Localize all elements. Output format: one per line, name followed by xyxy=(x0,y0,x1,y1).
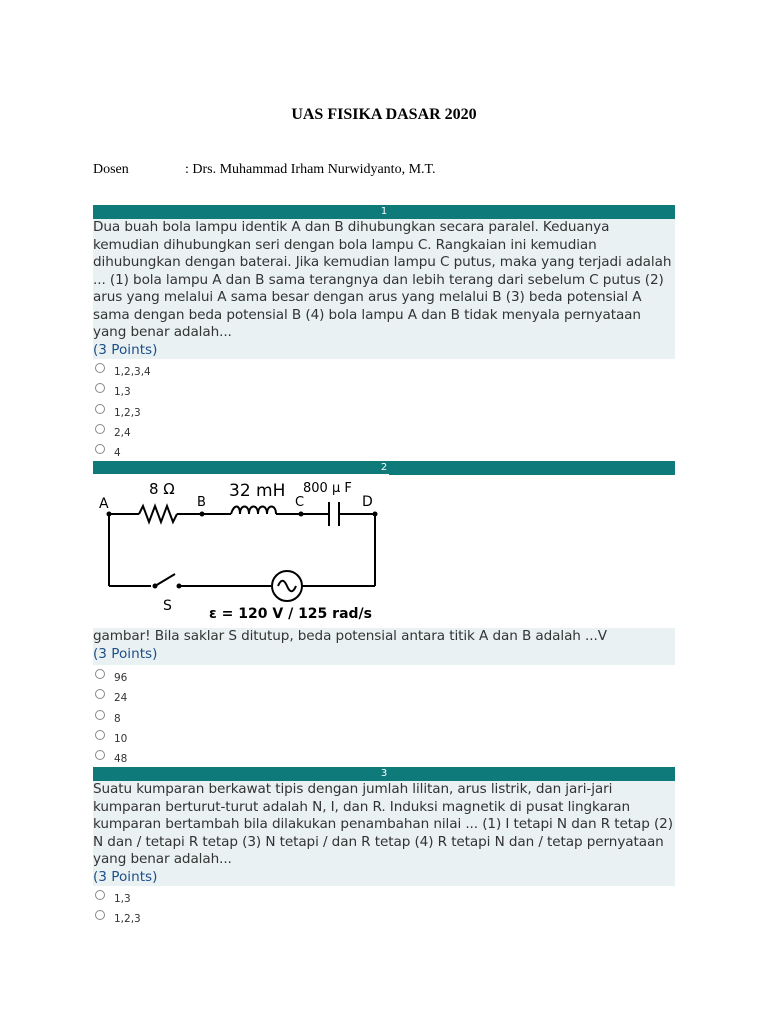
answer-option-label: 48 xyxy=(114,753,128,765)
question-points: (3 Points) xyxy=(93,868,158,885)
node-label-b: B xyxy=(197,495,206,510)
dosen-value: : Drs. Muhammad Irham Nurwidyanto, M.T. xyxy=(185,162,436,177)
switch-label-s: S xyxy=(163,598,172,614)
answer-option-label: 2,4 xyxy=(114,427,131,439)
answer-option-label: 1,3 xyxy=(114,893,131,905)
answer-option-label: 96 xyxy=(114,672,128,684)
question-points: (3 Points) xyxy=(93,341,158,358)
capacitor-label: 800 μ F xyxy=(303,481,352,496)
radio-icon[interactable] xyxy=(95,363,105,373)
answer-option-label: 1,2,3 xyxy=(114,407,141,419)
node-label-c: C xyxy=(295,495,305,510)
question-box xyxy=(93,219,675,359)
circuit-diagram xyxy=(93,474,389,628)
question-number-header: 1 xyxy=(93,205,675,219)
page-title: UAS FISIKA DASAR 2020 xyxy=(291,106,477,123)
question-points: (3 Points) xyxy=(93,645,158,662)
answer-option-label: 1,2,3,4 xyxy=(114,366,151,378)
question-number-header: 3 xyxy=(93,767,675,781)
question-number-header: 2 xyxy=(93,461,675,475)
node-label-a: A xyxy=(99,496,109,512)
answer-option-label: 4 xyxy=(114,447,121,459)
resistor-label: 8 Ω xyxy=(149,480,175,498)
radio-icon[interactable] xyxy=(95,404,105,414)
question-text: Suatu kumparan berkawat tipis dengan jumlah lilitan, arus listrik, dan jari-jari kumparan berturut-turut adalah N, I, dan R. Induksi magnetik di pusat lingkaran kumparan bertambah bila dilakukan penambahan nilai ... (1) I tetapi N dan R tetap (2) N dan / tetapi R tetap (3) N tetapi / dan R tetap (4) R tetapi N dan / tetap pernyataan yang benar adalah... xyxy=(93,781,673,867)
answer-option-label: 10 xyxy=(114,733,128,745)
radio-icon[interactable] xyxy=(95,730,105,740)
radio-icon[interactable] xyxy=(95,750,105,760)
radio-icon[interactable] xyxy=(95,910,105,920)
node-label-d: D xyxy=(362,494,373,510)
inductor-label: 32 mH xyxy=(229,481,286,501)
answer-option-label: 1,2,3 xyxy=(114,913,141,925)
question-box xyxy=(93,628,675,665)
answer-option-label: 1,3 xyxy=(114,386,131,398)
radio-icon[interactable] xyxy=(95,383,105,393)
question-text: Dua buah bola lampu identik A dan B dihubungkan secara paralel. Keduanya kemudian dihubungkan seri dengan bola lampu C. Rangkaian ini kemudian dihubungkan dengan baterai. Jika kemudian lampu C putus, maka yang terjadi adalah ... (1) bola lampu A dan B sama terangnya dan lebih terang dari sebelum C putus (2) arus yang melalui A sama besar dengan arus yang melalui B (3) beda potensial A sama dengan beda potensial B (4) bola lampu A dan B tidak menyala pernyataan yang benar adalah... xyxy=(93,219,672,340)
question-text: gambar! Bila saklar S ditutup, beda potensial antara titik A dan B adalah ...V xyxy=(93,628,607,644)
radio-icon[interactable] xyxy=(95,890,105,900)
radio-icon[interactable] xyxy=(95,710,105,720)
dosen-label: Dosen xyxy=(93,162,129,177)
answer-option-label: 8 xyxy=(114,713,121,725)
answer-option-label: 24 xyxy=(114,692,128,704)
radio-icon[interactable] xyxy=(95,689,105,699)
question-box xyxy=(93,781,675,886)
radio-icon[interactable] xyxy=(95,669,105,679)
radio-icon[interactable] xyxy=(95,444,105,454)
radio-icon[interactable] xyxy=(95,424,105,434)
source-label: ε = 120 V / 125 rad/s xyxy=(209,606,372,622)
